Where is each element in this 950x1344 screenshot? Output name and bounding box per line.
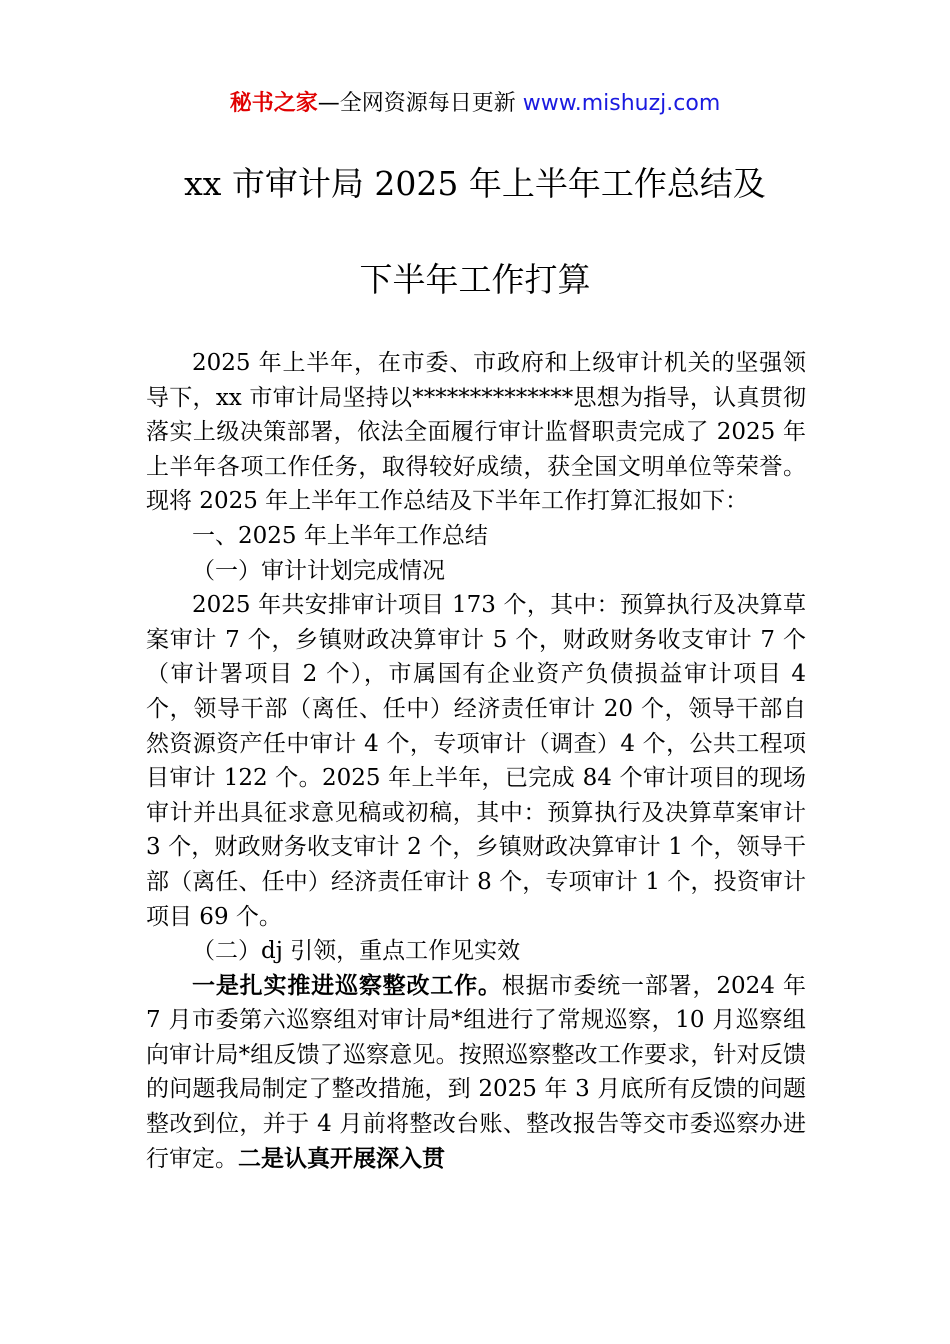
section-heading-1: 一、2025 年上半年工作总结 <box>192 522 488 549</box>
document-body <box>146 346 806 1176</box>
point-2-heading: 二是认真开展深入贯 <box>238 1144 445 1172</box>
document-title-line-2: 下半年工作打算 <box>359 260 591 299</box>
document-title-line-1: xx 市审计局 2025 年上半年工作总结及 <box>184 164 766 203</box>
inspection-paragraph <box>146 969 806 1177</box>
site-brand: 秘书之家 <box>229 91 318 116</box>
subsection-heading-1: （一）审计计划完成情况 <box>192 557 445 584</box>
intro-paragraph: 2025 年上半年，在市委、市政府和上级审计机关的坚强领导下，xx 市审计局坚持以**************思想为指导，认真贯彻落实上级决策部署，依法全面履行审计监督职责完成了 2025 年上半年各项工作任务，取得较好成绩，获全国文明单位等荣誉。现将 2025 年上半年工作总结及下半年工作打算汇报如下： <box>146 350 806 515</box>
point-1-text: 根据市委统一部署，2024 年 7 月市委第六巡察组对审计局*组进行了常规巡察，10 月巡察组向审计局*组反馈了巡察意见。按照巡察整改工作要求，针对反馈的问题我局制定了整改措施，到 2025 年 3 月底所有反馈的问题整改到位，并于 4 月前将整改台账、整改报告等交市委巡察办进行审定。 <box>146 972 806 1172</box>
point-1-heading: 一是扎实推进巡察整改工作。 <box>192 971 502 999</box>
site-slogan: —全网资源每日更新 <box>317 91 516 116</box>
audit-plan-paragraph: 2025 年共安排审计项目 173 个，其中：预算执行及决算草案审计 7 个，乡镇财政决算审计 5 个，财政财务收支审计 7 个（审计署项目 2 个），市属国有企业资产负债损益审计项目 4 个，领导干部（离任、任中）经济责任审计 20 个，领导干部自然资源资产任中审计 4 个，专项审计（调查）4 个，公共工程项目审计 122 个。2025 年上半年，已完成 84 个审计项目的现场审计并出具征求意见稿或初稿，其中：预算执行及决算草案审计 3 个，财政财务收支审计 2 个，乡镇财政决算审计 1 个，领导干部（离任、任中）经济责任审计 8 个，专项审计 1 个，投资审计项目 69 个。 <box>146 592 806 930</box>
subsection-heading-2: （二）dj 引领，重点工作见实效 <box>192 938 521 965</box>
site-header <box>0 88 950 120</box>
site-url-link[interactable]: www.mishuzj.com <box>522 91 721 116</box>
